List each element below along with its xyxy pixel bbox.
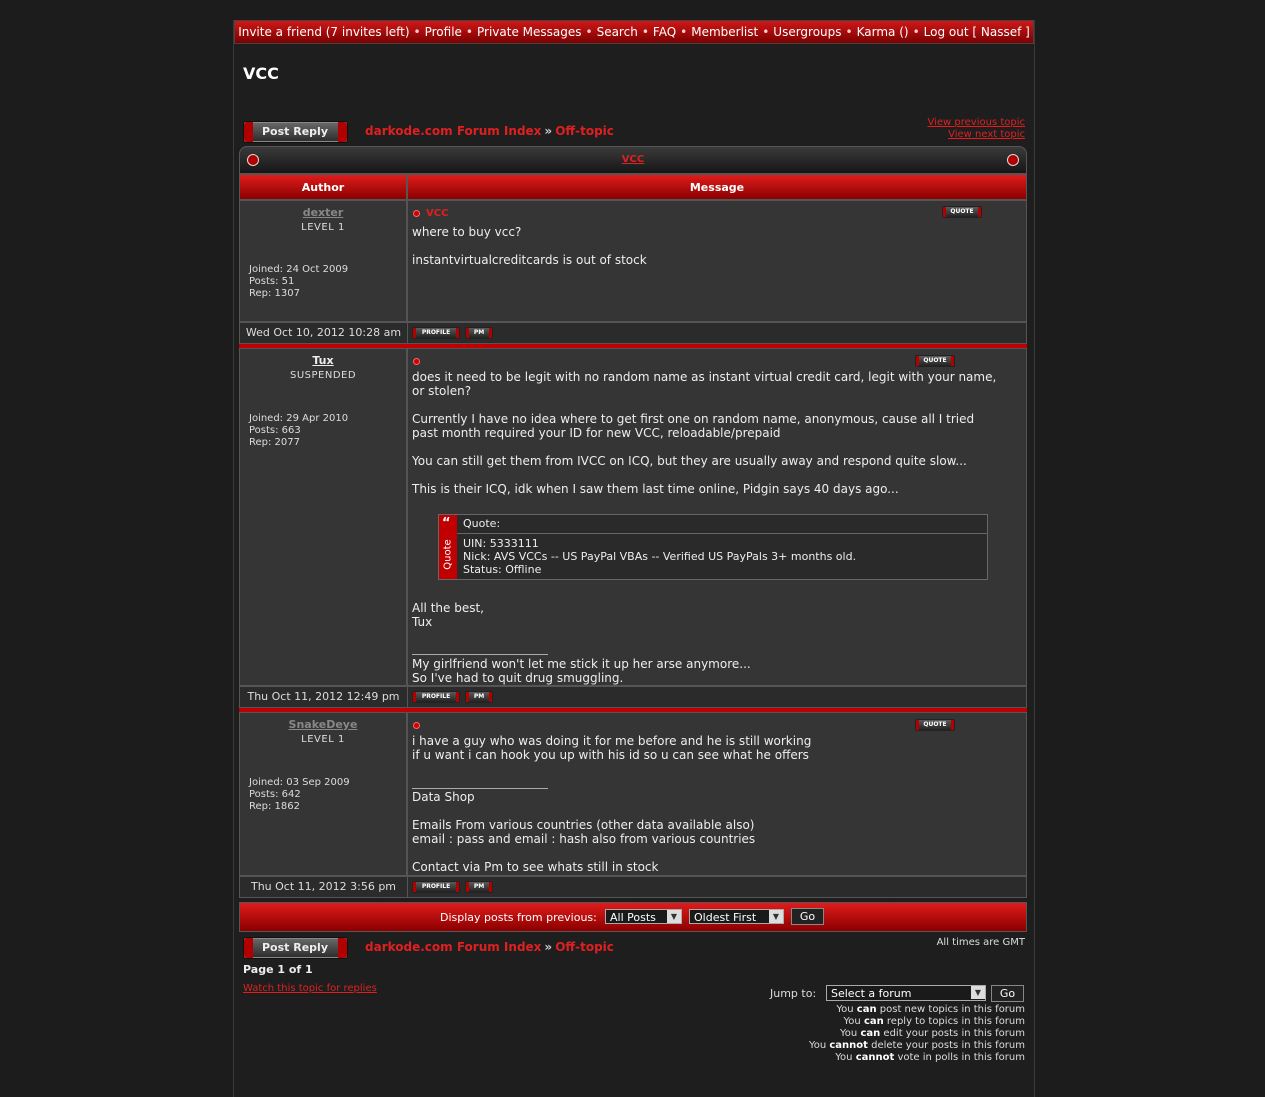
permission-text: You: [835, 1052, 856, 1063]
nav-separator: •: [465, 25, 473, 39]
post-footer: [239, 686, 1027, 708]
permission-text: You: [840, 1028, 861, 1039]
breadcrumb: [365, 940, 614, 954]
permission-status: can: [863, 1016, 884, 1027]
nav-link[interactable]: Private Messages: [477, 25, 582, 39]
post-body: where to buy vcc? instantvirtualcreditcards is out of stock: [412, 225, 647, 267]
column-message: Message: [407, 174, 1027, 200]
post-icon: [413, 722, 420, 729]
nav-link[interactable]: Profile: [424, 25, 462, 39]
post-author-stats: [249, 413, 348, 449]
post-signature: My girlfriend won't let me stick it up her arse anymore... So I've had to quit drug smuggling.: [412, 657, 751, 685]
post-icon: [413, 358, 420, 365]
jump-to-select[interactable]: [826, 985, 986, 1001]
post-author-name[interactable]: SnakeDeye: [288, 718, 358, 731]
post-author-stats: [249, 777, 350, 813]
nav-separator: •: [680, 25, 688, 39]
post-body-closing: All the best, Tux: [412, 601, 484, 629]
pm-button[interactable]: PM: [465, 327, 493, 339]
breadcrumb-forum-index[interactable]: darkode.com Forum Index: [365, 124, 542, 138]
page-title: VCC: [243, 64, 279, 83]
post-date: Thu Oct 11, 2012 3:56 pm: [240, 877, 408, 897]
post-author-cell: [239, 712, 407, 876]
topic-nav-bottom: [243, 937, 1025, 959]
quote-button[interactable]: QUOTE: [915, 355, 955, 367]
nav-link[interactable]: Usergroups: [773, 25, 842, 39]
post-subject-text: VCC: [426, 208, 449, 219]
post-author-name[interactable]: dexter: [302, 206, 344, 219]
post-subject: [413, 356, 426, 367]
breadcrumb-separator: »: [544, 940, 553, 954]
permission-text: You: [843, 1016, 864, 1027]
post-reply-label: Post Reply: [262, 125, 328, 138]
breadcrumb-forum[interactable]: Off-topic: [555, 940, 614, 954]
view-previous-topic-link[interactable]: View previous topic: [927, 117, 1025, 128]
author-joined: Joined: 24 Oct 2009: [249, 264, 349, 275]
post-author-rank: LEVEL 1: [301, 734, 345, 745]
nav-link[interactable]: FAQ: [652, 25, 677, 39]
quote-block: [438, 514, 988, 580]
post-message-cell: [407, 200, 1027, 322]
post-footer: [239, 876, 1027, 898]
profile-button[interactable]: PROFILE: [412, 881, 460, 893]
nav-separator: •: [413, 25, 421, 39]
permission-line: [809, 1040, 1025, 1052]
author-posts: Posts: 642: [249, 789, 301, 800]
permission-text: You: [808, 1040, 830, 1051]
nav-link[interactable]: Karma (): [856, 25, 909, 39]
nav-separator: •: [912, 25, 920, 39]
post-author-cell: [239, 348, 407, 686]
author-posts: Posts: 51: [249, 276, 295, 287]
quote-header: Quote:: [463, 517, 501, 530]
topic-nav-top: [243, 117, 1025, 143]
quote-marks-icon: “: [442, 516, 451, 531]
post-date: Wed Oct 10, 2012 10:28 am: [240, 323, 408, 343]
author-posts: Posts: 663: [249, 425, 301, 436]
post-author-stats: [249, 264, 348, 300]
signature-divider: [412, 654, 548, 655]
jump-go-button[interactable]: Go: [991, 985, 1024, 1002]
timezone-note: All times are GMT: [936, 937, 1025, 948]
post-footer: [239, 322, 1027, 344]
nav-link[interactable]: Memberlist: [691, 25, 759, 39]
permission-text: reply to topics in this forum: [883, 1016, 1025, 1027]
post-subject: [413, 720, 426, 731]
post-author-rank: LEVEL 1: [301, 222, 345, 233]
post-author-rank: SUSPENDED: [289, 370, 357, 381]
author-rep: Rep: 2077: [249, 437, 300, 448]
quote-button[interactable]: QUOTE: [942, 206, 982, 218]
post-message-cell: [407, 712, 1027, 876]
permission-text: delete your posts in this forum: [867, 1040, 1025, 1051]
author-rep: Rep: 1307: [249, 288, 300, 299]
chevron-down-icon: ▼: [667, 910, 681, 923]
quote-divider: [457, 533, 987, 534]
permission-status: can: [856, 1004, 877, 1015]
jump-to-label: Jump to:: [770, 987, 817, 1000]
author-joined: Joined: 29 Apr 2010: [249, 413, 349, 424]
post-reply-label: Post Reply: [262, 941, 328, 954]
breadcrumb: [365, 124, 614, 138]
jump-to-select-value: Select a forum: [831, 987, 912, 1000]
topic-panel: [239, 146, 1027, 893]
panel-header: [239, 146, 1027, 174]
post-signature: Data Shop Emails From various countries (other data available also) email : pass and email : hash also from various countries Contact via Pm to see whats still in stock: [412, 790, 756, 874]
post-body: does it need to be legit with no random name as instant virtual credit card, legit with your name, or stolen? Currently I have no idea where to get first one on random name, anonymous, cause all I tried past month required your ID for new VCC, reloadable/prepaid You can still get them from IVCC on ICQ, but they are usually away and respond quite slow... This is their ICQ, idk when I saw them last time online, Pidgin says 40 days ago...: [412, 370, 997, 496]
quote-body: UIN: 5333111 Nick: AVS VCCs -- US PayPal VBAs -- Verified US PayPals 3+ months old. Status: Offline: [463, 537, 857, 576]
display-options-bar: [239, 902, 1027, 932]
post-message-cell: [407, 348, 1027, 686]
permission-text: You: [836, 1004, 857, 1015]
post-reply-button[interactable]: [243, 121, 348, 143]
watch-topic-link[interactable]: Watch this topic for replies: [243, 983, 377, 994]
nav-separator: •: [641, 25, 649, 39]
display-label: Display posts from previous:: [440, 911, 597, 924]
panel-left-dot-icon: [247, 154, 259, 166]
page-wrapper: [233, 20, 1035, 1097]
view-next-topic-link[interactable]: View next topic: [948, 129, 1025, 140]
post-subject: [413, 208, 448, 219]
permission-line: [809, 1004, 1025, 1016]
nav-separator: •: [762, 25, 770, 39]
permission-line: [809, 1028, 1025, 1040]
top-navigation: [234, 20, 1034, 44]
nav-link[interactable]: Log out [ Nassef ]: [923, 25, 1030, 39]
post-author-name[interactable]: Tux: [312, 354, 334, 367]
post-body: i have a guy who was doing it for me before and he is still working if u want i can hook you up with his id so u can see what he offers: [412, 734, 812, 762]
post-author-cell: [239, 200, 407, 322]
forum-permissions: [809, 1004, 1025, 1064]
nav-separator: •: [845, 25, 853, 39]
permission-text: post new topics in this forum: [876, 1004, 1025, 1015]
panel-topic-link[interactable]: VCC: [621, 154, 645, 165]
permission-status: cannot: [829, 1040, 868, 1051]
permission-status: can: [860, 1028, 881, 1039]
display-go-button[interactable]: Go: [791, 908, 824, 925]
profile-button[interactable]: PROFILE: [412, 691, 460, 703]
author-rep: Rep: 1862: [249, 801, 300, 812]
chevron-down-icon: ▼: [971, 986, 985, 999]
chevron-down-icon: ▼: [769, 910, 783, 923]
breadcrumb-forum-index[interactable]: darkode.com Forum Index: [365, 940, 542, 954]
permission-text: edit your posts in this forum: [880, 1028, 1025, 1039]
column-author: Author: [239, 174, 407, 200]
order-select-value: Oldest First: [694, 911, 757, 924]
signature-divider: [412, 788, 548, 789]
nav-separator: •: [585, 25, 593, 39]
post-icon: [413, 210, 420, 217]
order-select[interactable]: [689, 909, 784, 924]
pm-button[interactable]: PM: [465, 881, 493, 893]
period-select-value: All Posts: [610, 911, 656, 924]
quote-button[interactable]: QUOTE: [915, 719, 955, 731]
permission-status: cannot: [855, 1052, 895, 1063]
period-select[interactable]: [605, 909, 682, 924]
page-number: Page 1 of 1: [243, 963, 313, 976]
permission-line: [809, 1052, 1025, 1064]
profile-button[interactable]: PROFILE: [412, 327, 460, 339]
permission-text: vote in polls in this forum: [894, 1052, 1025, 1063]
pm-button[interactable]: PM: [465, 691, 493, 703]
nav-link[interactable]: Invite a friend (7 invites left): [238, 25, 410, 39]
panel-right-dot-icon: [1007, 154, 1019, 166]
breadcrumb-separator: »: [544, 124, 553, 138]
breadcrumb-forum[interactable]: Off-topic: [555, 124, 614, 138]
post-date: Thu Oct 11, 2012 12:49 pm: [240, 687, 408, 707]
nav-link[interactable]: Search: [596, 25, 638, 39]
quote-side-label: Quote: [442, 539, 454, 570]
post-reply-button[interactable]: [243, 937, 348, 959]
topic-prev-next: [927, 117, 1025, 141]
author-joined: Joined: 03 Sep 2009: [249, 777, 350, 788]
permission-line: [809, 1016, 1025, 1028]
